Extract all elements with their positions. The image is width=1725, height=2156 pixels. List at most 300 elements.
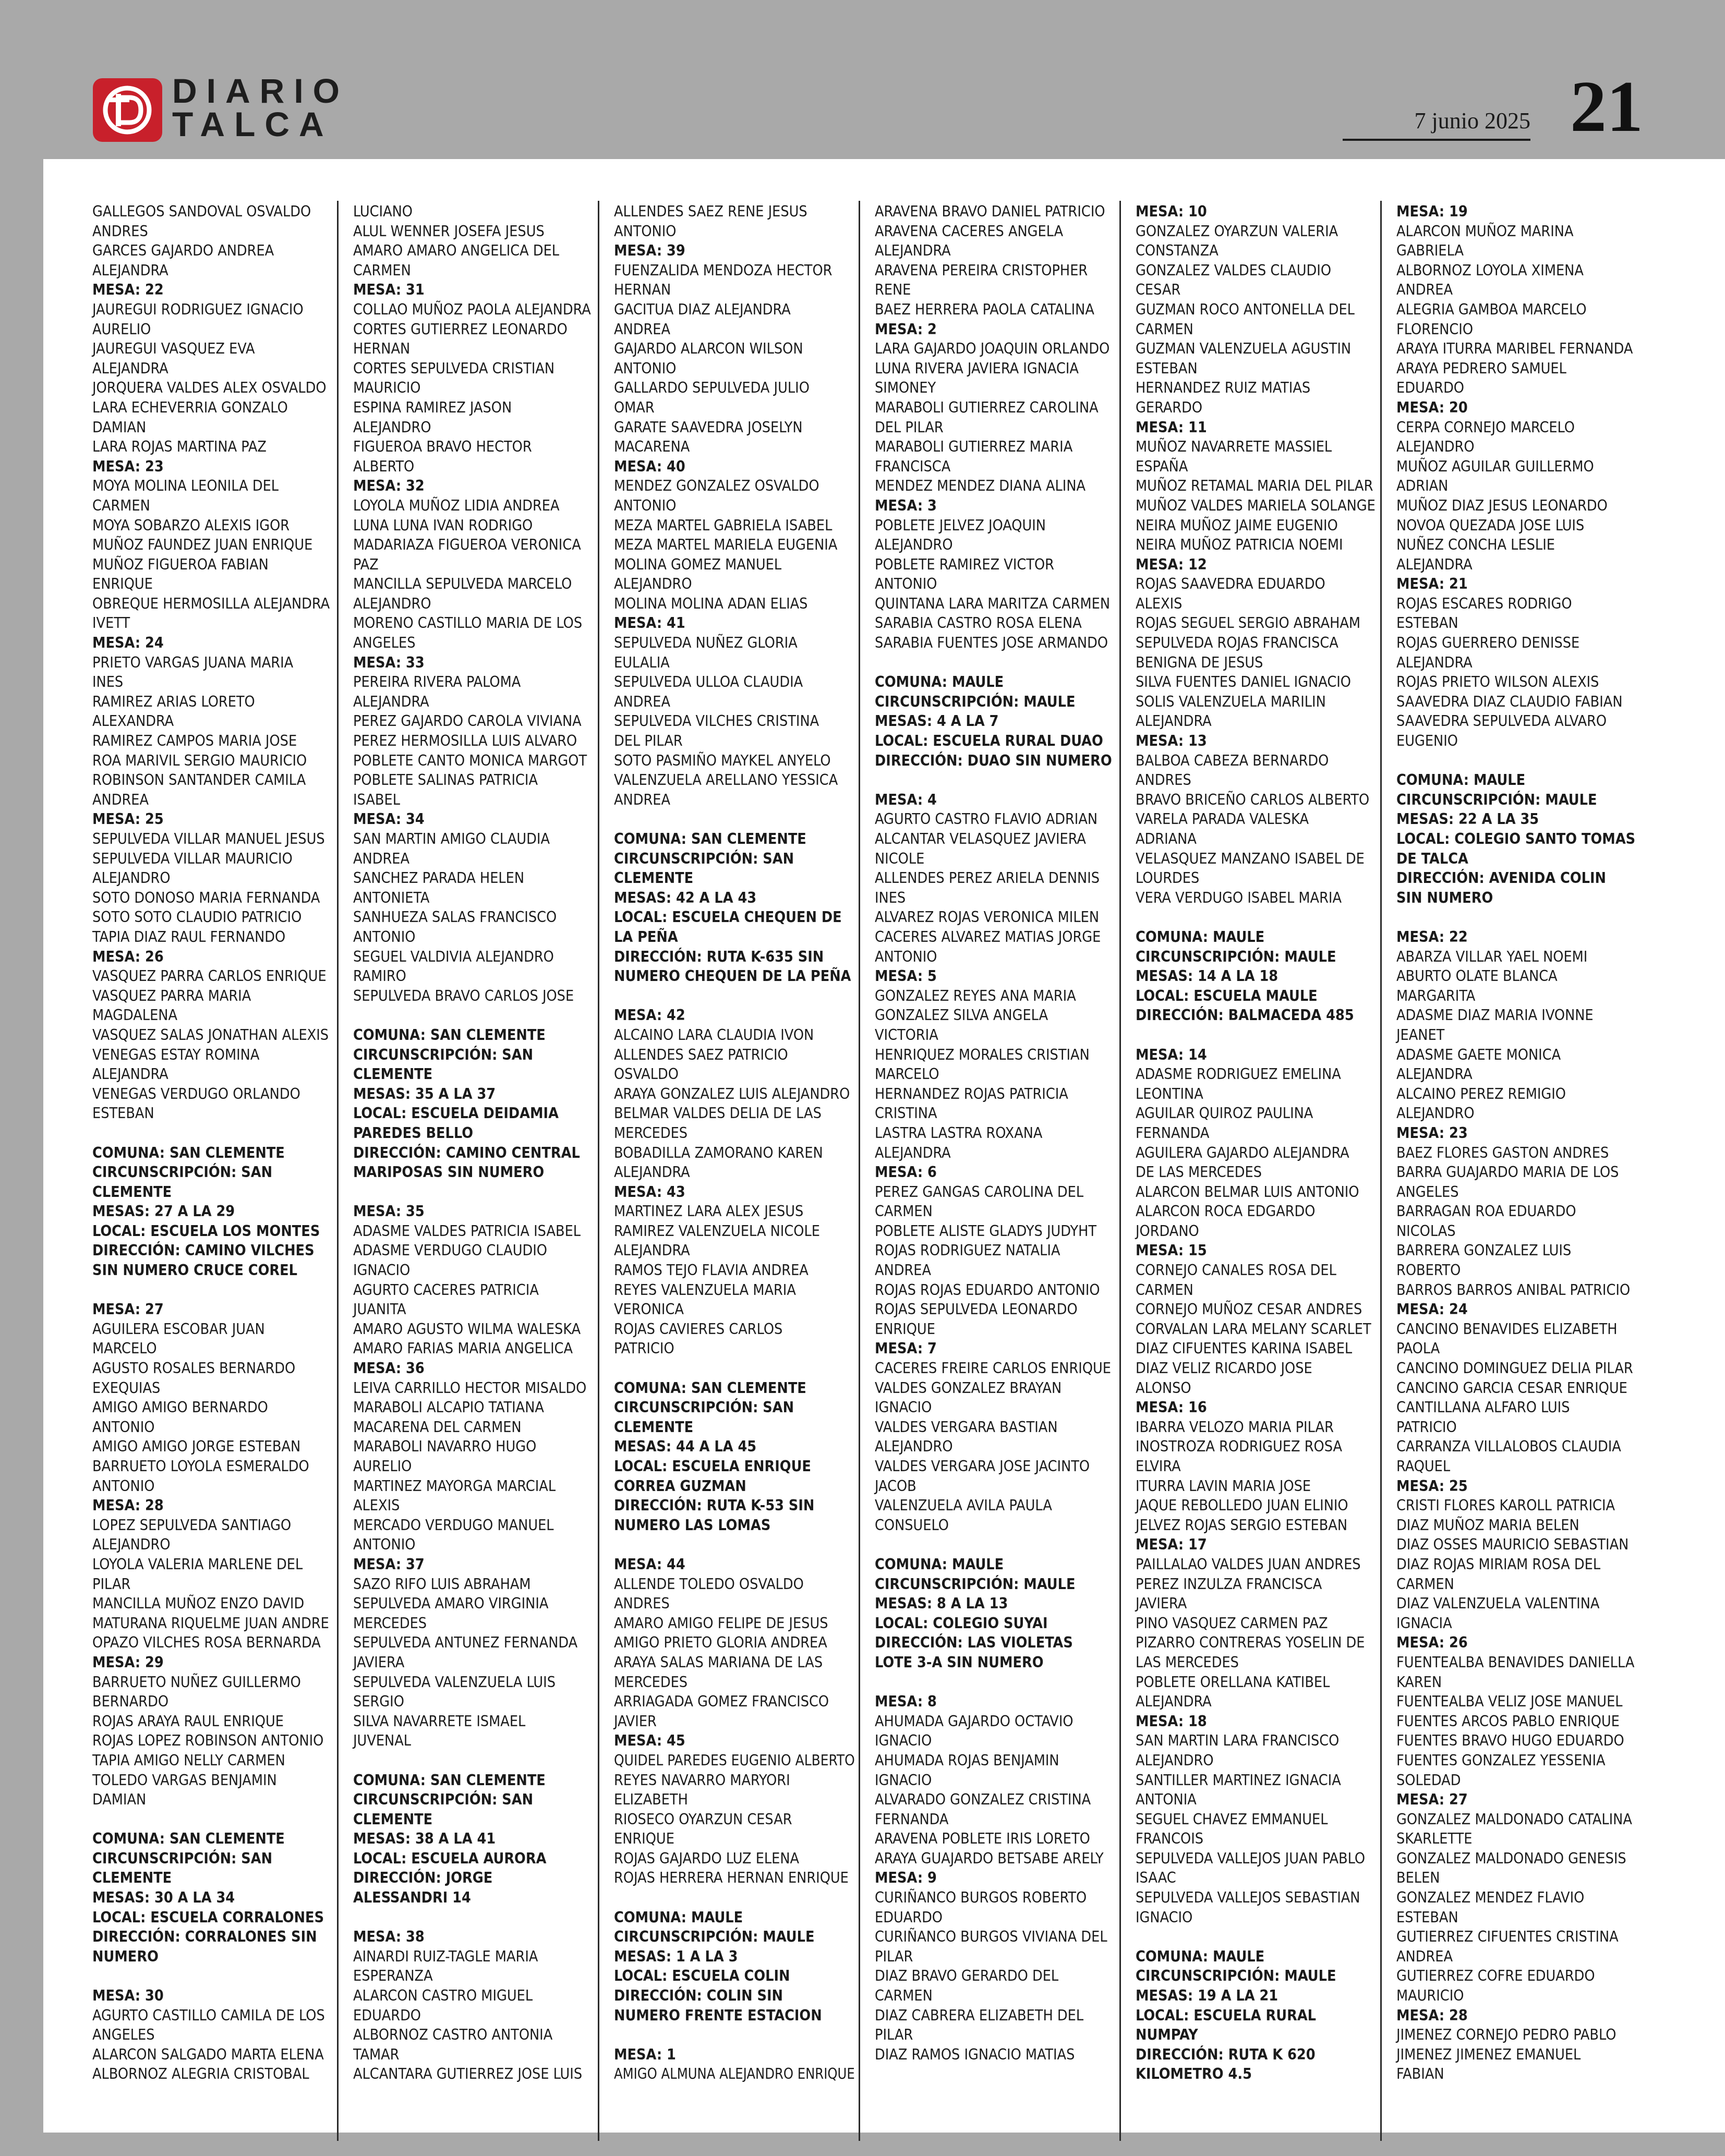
voter-name-line: INOSTROZA RODRIGUEZ ROSA: [1136, 1438, 1343, 1456]
voter-name-line: PINO VASQUEZ CARMEN PAZ: [1136, 1614, 1328, 1632]
polling-place-header-line: LOTE 3-A SIN NUMERO: [875, 1653, 1044, 1671]
voter-name-line: CURIÑANCO BURGOS VIVIANA DEL: [875, 1928, 1107, 1946]
voter-name-line: TAPIA AMIGO NELLY CARMEN: [92, 1751, 285, 1769]
voter-name-line: ALEXIS: [1136, 595, 1183, 612]
voter-name-line: DIAZ CIFUENTES KARINA ISABEL: [1136, 1340, 1353, 1358]
voter-name-line: LARA ECHEVERRIA GONZALO: [92, 398, 288, 416]
voter-name-line: FRANCISCA: [875, 457, 951, 475]
polling-place-header-line: MESAS: 44 A LA 45: [614, 1438, 757, 1456]
voter-name-line: ISABEL: [353, 791, 400, 808]
voter-name-line: VENEGAS VERDUGO ORLANDO: [92, 1085, 300, 1103]
voter-name-line: ESTEBAN: [1136, 359, 1198, 377]
voter-name-line: ALEJANDRA: [92, 1065, 168, 1083]
diario-talca-logo-icon: [93, 78, 162, 142]
voter-name-line: LASTRA LASTRA ROXANA: [875, 1124, 1043, 1142]
voter-name-line: EDUARDO: [875, 1908, 943, 1926]
polling-place-header-line: CLEMENTE: [353, 1065, 433, 1083]
voter-name-line: SILVA FUENTES DANIEL IGNACIO: [1136, 673, 1351, 691]
voter-name-line: GUZMAN ROCO ANTONELLA DEL: [1136, 300, 1355, 318]
polling-place-header-line: CIRCUNSCRIPCIÓN: MAULE: [875, 1575, 1076, 1593]
voter-name-line: MUÑOZ NAVARRETE MASSIEL: [1136, 438, 1332, 456]
section-spacer: [614, 1535, 851, 1555]
voter-name-line: ALUL WENNER JOSEFA JESUS: [353, 222, 545, 240]
polling-place-header-line: COMUNA: MAULE: [614, 1908, 743, 1926]
voter-name-line: ALEJANDRA: [1396, 653, 1473, 671]
voter-name-line: ALEJANDRO: [875, 1438, 953, 1456]
voter-name-line: ANTONIO: [353, 1536, 416, 1554]
voter-name-line: BOBADILLA ZAMORANO KAREN: [614, 1144, 823, 1161]
voter-name-line: ARAYA GONZALEZ LUIS ALEJANDRO: [614, 1085, 850, 1103]
voter-name-line: ROA MARIVIL SERGIO MAURICIO: [92, 752, 307, 769]
polling-place-header-line: SIN NUMERO: [1396, 889, 1493, 906]
voter-name-line: PEREZ INZULZA FRANCISCA: [1136, 1575, 1322, 1593]
voter-name-line: ROJAS SEPULVEDA LEONARDO: [875, 1301, 1078, 1318]
mesa-heading: MESA: 17: [1136, 1536, 1207, 1554]
voter-name-line: ALLENDES PEREZ ARIELA DENNIS: [875, 869, 1100, 887]
mesa-heading: MESA: 25: [1396, 1477, 1468, 1495]
mesa-heading: MESA: 12: [1136, 555, 1207, 573]
voter-name-line: ALBORNOZ LOYOLA XIMENA: [1396, 261, 1584, 279]
voter-name-line: AGURTO CASTRO FLAVIO ADRIAN: [875, 810, 1098, 828]
voter-name-line: ALLENDES SAEZ RENE JESUS: [614, 203, 807, 220]
voter-name-line: MUÑOZ FAUNDEZ JUAN ENRIQUE: [92, 536, 313, 554]
mesa-heading: MESA: 44: [614, 1555, 685, 1573]
voter-name-line: LARA ROJAS MARTINA PAZ: [92, 438, 267, 456]
voter-name-line: ANTONIO: [614, 496, 677, 514]
voter-name-line: MERCADO VERDUGO MANUEL: [353, 1516, 554, 1534]
voter-name-line: SAN MARTIN AMIGO CLAUDIA: [353, 830, 550, 847]
voter-name-line: SEPULVEDA VILLAR MAURICIO: [92, 850, 293, 867]
voter-name-line: SOTO DONOSO MARIA FERNANDA: [92, 889, 320, 906]
polling-place-header-line: MARIPOSAS SIN NUMERO: [353, 1164, 545, 1181]
voter-name-line: SAZO RIFO LUIS ABRAHAM: [353, 1575, 531, 1593]
voter-name-line: ALLENDES SAEZ PATRICIO: [614, 1046, 788, 1063]
voter-name-line: CARMEN: [1136, 1281, 1193, 1299]
voter-name-line: ARAYA GUAJARDO BETSABE ARELY: [875, 1849, 1104, 1867]
voter-name-line: VARELA PARADA VALESKA: [1136, 810, 1309, 828]
voter-name-line: MAURICIO: [1396, 1987, 1464, 2005]
mesa-heading: MESA: 33: [353, 653, 425, 671]
issue-date: 7 junio 2025: [1414, 108, 1530, 134]
voter-name-line: VERONICA: [614, 1301, 684, 1318]
voter-name-line: GABRIELA: [1396, 242, 1464, 260]
voter-name-line: ELIZABETH: [614, 1791, 688, 1809]
polling-place-header-line: COMUNA: MAULE: [1136, 928, 1265, 946]
voter-name-line: SEGUEL CHAVEZ EMMANUEL: [1136, 1810, 1328, 1828]
voter-name-line: DIAZ RAMOS IGNACIO MATIAS: [875, 2045, 1075, 2063]
voter-name-line: ROJAS SAAVEDRA EDUARDO: [1136, 575, 1325, 593]
polling-place-header-line: LOCAL: ESCUELA RURAL DUAO: [875, 732, 1103, 750]
voter-name-line: ALVARADO GONZALEZ CRISTINA: [875, 1791, 1091, 1809]
mesa-heading: MESA: 3: [875, 496, 937, 514]
voter-name-line: VASQUEZ PARRA MARIA: [92, 987, 251, 1004]
voter-name-line: EDUARDO: [353, 2006, 421, 2024]
polling-place-header-line: COMUNA: SAN CLEMENTE: [92, 1144, 285, 1161]
voter-name-line: FLORENCIO: [1396, 320, 1474, 338]
polling-place-header-line: COMUNA: MAULE: [1396, 771, 1526, 789]
section-spacer: [875, 653, 1112, 673]
polling-place-header-line: SIN NUMERO CRUCE COREL: [92, 1262, 298, 1279]
polling-place-header-line: CIRCUNSCRIPCIÓN: MAULE: [1396, 791, 1597, 808]
voter-name-line: QUIDEL PAREDES EUGENIO ALBERTO: [614, 1751, 855, 1769]
mesa-heading: MESA: 37: [353, 1555, 425, 1573]
voter-name-line: ADRIAN: [1396, 477, 1449, 495]
voter-name-line: GALLEGOS SANDOVAL OSVALDO: [92, 203, 311, 220]
voter-name-line: SEPULVEDA VALLEJOS SEBASTIAN: [1136, 1889, 1360, 1907]
mesa-heading: MESA: 40: [614, 457, 685, 475]
polling-place-header-line: CLEMENTE: [614, 869, 694, 887]
polling-place-header-line: DIRECCIÓN: CAMINO CENTRAL: [353, 1144, 580, 1161]
voter-name-line: OBREQUE HERMOSILLA ALEJANDRA: [92, 595, 330, 612]
voter-name-line: GONZALEZ REYES ANA MARIA: [875, 987, 1076, 1004]
polling-place-header-line: CIRCUNSCRIPCIÓN: MAULE: [614, 1928, 815, 1946]
voter-name-line: FUENTES ARCOS PABLO ENRIQUE: [1396, 1712, 1620, 1730]
voter-name-line: ANTONIO: [614, 222, 677, 240]
polling-place-header-line: CLEMENTE: [353, 1810, 433, 1828]
polling-place-header-line: ALESSANDRI 14: [353, 1889, 471, 1907]
voter-name-line: FERNANDA: [1136, 1124, 1210, 1142]
voter-name-line: CANCINO BENAVIDES ELIZABETH: [1396, 1320, 1618, 1338]
mesa-heading: MESA: 6: [875, 1164, 937, 1181]
voter-name-line: JEANET: [1396, 1026, 1445, 1044]
voter-name-line: ARAYA PEDRERO SAMUEL: [1396, 359, 1566, 377]
voter-name-line: AMIGO AMIGO JORGE ESTEBAN: [92, 1438, 301, 1456]
mesa-heading: MESA: 7: [875, 1340, 937, 1358]
date-underline: [1343, 139, 1530, 141]
voter-name-line: LOYOLA VALERIA MARLENE DEL: [92, 1555, 303, 1573]
voter-name-line: VALDES GONZALEZ BRAYAN: [875, 1379, 1062, 1397]
voter-name-line: CORNEJO CANALES ROSA DEL: [1136, 1262, 1336, 1279]
voter-name-line: ANTONIO: [92, 1477, 155, 1495]
voter-name-line: MOLINA MOLINA ADAN ELIAS: [614, 595, 808, 612]
voter-name-line: AMARO AMIGO FELIPE DE JESUS: [614, 1614, 828, 1632]
mesa-heading: MESA: 27: [1396, 1791, 1468, 1809]
section-spacer: [875, 1673, 1112, 1692]
section-spacer: [875, 770, 1112, 790]
section-spacer: [614, 2025, 851, 2045]
voter-name-line: LOYOLA MUÑOZ LIDIA ANDREA: [353, 496, 560, 514]
voter-name-line: GERARDO: [1136, 398, 1202, 416]
voter-name-line: CARMEN: [1136, 320, 1193, 338]
voter-name-line: ANDRES: [1136, 771, 1191, 789]
polling-place-header-line: CIRCUNSCRIPCIÓN: SAN: [614, 850, 794, 867]
voter-name-line: IGNACIO: [875, 1732, 932, 1750]
polling-place-header-line: MESAS: 42 A LA 43: [614, 889, 757, 906]
voter-name-line: BARRAGAN ROA EDUARDO: [1396, 1203, 1576, 1220]
voter-name-line: COLLAO MUÑOZ PAOLA ALEJANDRA: [353, 300, 591, 318]
voter-name-line: PILAR: [875, 1947, 913, 1965]
mesa-heading: MESA: 14: [1136, 1046, 1207, 1063]
mesa-heading: MESA: 15: [1136, 1242, 1207, 1259]
voter-name-line: AMARO AMARO ANGELICA DEL: [353, 242, 560, 260]
polling-place-header-line: LOCAL: ESCUELA CORRALONES: [92, 1908, 324, 1926]
voter-name-line: REYES VALENZUELA MARIA: [614, 1281, 796, 1299]
voter-name-line: CACERES ALVAREZ MATIAS JORGE: [875, 928, 1101, 946]
voter-name-line: MARABOLI GUTIERREZ CAROLINA: [875, 398, 1099, 416]
polling-place-header-line: CLEMENTE: [92, 1183, 172, 1201]
voter-name-line: TAPIA DIAZ RAUL FERNANDO: [92, 928, 286, 946]
voter-name-line: SOTO PASMIÑO MAYKEL ANYELO: [614, 752, 831, 769]
voter-name-line: CARMEN: [353, 261, 411, 279]
voter-name-line: SILVA NAVARRETE ISMAEL: [353, 1712, 526, 1730]
voter-name-line: RIOSECO OYARZUN CESAR: [614, 1810, 792, 1828]
voter-name-line: ESPINA RAMIREZ JASON: [353, 398, 512, 416]
voter-name-line: SEPULVEDA ANTUNEZ FERNANDA: [353, 1634, 578, 1652]
mesa-heading: MESA: 23: [1396, 1124, 1468, 1142]
voter-name-line: LAS MERCEDES: [1136, 1653, 1239, 1671]
mesa-heading: MESA: 8: [875, 1693, 937, 1711]
voter-name-line: VALENZUELA AVILA PAULA: [875, 1497, 1052, 1515]
voter-name-line: MEZA MARTEL GABRIELA ISABEL: [614, 516, 833, 534]
polling-place-header-line: DIRECCIÓN: LAS VIOLETAS: [875, 1634, 1073, 1652]
voter-name-line: PRIETO VARGAS JUANA MARIA: [92, 653, 294, 671]
voter-name-line: SANCHEZ PARADA HELEN: [353, 869, 525, 887]
voter-name-line: MATURANA RIQUELME JUAN ANDRE: [92, 1614, 329, 1632]
voter-name-line: ALEJANDRO: [353, 418, 431, 436]
voter-name-line: MACARENA DEL CARMEN: [353, 1418, 522, 1436]
column-1: [92, 202, 330, 2084]
voter-name-line: CORTES SEPULVEDA CRISTIAN: [353, 359, 555, 377]
voter-name-line: AHUMADA GAJARDO OCTAVIO: [875, 1712, 1073, 1730]
voter-name-line: BARRUETO NUÑEZ GUILLERMO: [92, 1673, 301, 1691]
section-spacer: [353, 1908, 590, 1928]
mesa-heading: MESA: 29: [92, 1653, 164, 1671]
polling-place-header-line: COMUNA: SAN CLEMENTE: [353, 1771, 546, 1789]
polling-place-header-line: MESAS: 19 A LA 21: [1136, 1987, 1278, 2005]
voter-name-line: LEIVA CARRILLO HECTOR MISALDO: [353, 1379, 587, 1397]
polling-place-header-line: CIRCUNSCRIPCIÓN: SAN: [614, 1399, 794, 1416]
mesa-heading: MESA: 36: [353, 1360, 425, 1377]
voter-name-line: ALEJANDRA: [1396, 555, 1473, 573]
voter-name-line: CARMEN: [1396, 1575, 1454, 1593]
voter-name-line: AGUSTO ROSALES BERNARDO: [92, 1360, 296, 1377]
voter-name-line: MUÑOZ FIGUEROA FABIAN: [92, 555, 269, 573]
polling-place-header-line: COMUNA: MAULE: [875, 1555, 1004, 1573]
voter-name-line: PEREIRA RIVERA PALOMA: [353, 673, 521, 691]
voter-name-line: MOYA MOLINA LEONILA DEL: [92, 477, 279, 495]
voter-name-line: ARAVENA CACERES ANGELA: [875, 222, 1064, 240]
voter-name-line: VASQUEZ PARRA CARLOS ENRIQUE: [92, 967, 327, 985]
voter-name-line: JUANITA: [353, 1301, 406, 1318]
mesa-heading: MESA: 19: [1396, 203, 1468, 220]
voter-name-line: MANCILLA SEPULVEDA MARCELO: [353, 575, 572, 593]
voter-name-line: ARAVENA POBLETE IRIS LORETO: [875, 1830, 1090, 1848]
voter-name-line: ROJAS PRIETO WILSON ALEXIS: [1396, 673, 1599, 691]
voter-name-line: SAAVEDRA SEPULVEDA ALVARO: [1396, 712, 1607, 730]
voter-name-line: ALEXANDRA: [92, 712, 174, 730]
voter-name-line: REYES NAVARRO MARYORI: [614, 1771, 790, 1789]
voter-name-line: SANTILLER MARTINEZ IGNACIA: [1136, 1771, 1341, 1789]
voter-name-line: DIAZ VALENZUELA VALENTINA: [1396, 1595, 1600, 1613]
voter-name-line: ANDREA: [92, 791, 149, 808]
voter-name-line: MANCILLA MUÑOZ ENZO DAVID: [92, 1595, 305, 1613]
voter-name-line: PEREZ HERMOSILLA LUIS ALVARO: [353, 732, 577, 750]
voter-name-line: GUZMAN VALENZUELA AGUSTIN: [1136, 340, 1352, 358]
polling-place-header-line: NUMPAY: [1136, 2026, 1198, 2044]
masthead: [0, 0, 1725, 159]
column-divider: [598, 201, 599, 2141]
mesa-heading: MESA: 13: [1136, 732, 1207, 750]
voter-name-line: ALARCON SALGADO MARTA ELENA: [92, 2045, 324, 2063]
voter-name-line: BRAVO BRICEÑO CARLOS ALBERTO: [1136, 791, 1370, 808]
voter-name-line: RAQUEL: [1396, 1458, 1451, 1475]
polling-place-header-line: COMUNA: SAN CLEMENTE: [353, 1026, 546, 1044]
voter-name-line: ALBERTO: [353, 457, 415, 475]
section-spacer: [1136, 907, 1373, 927]
polling-place-header-line: NUMERO CHEQUEN DE LA PEÑA: [614, 967, 851, 985]
voter-name-line: ALEJANDRO: [875, 536, 953, 554]
voter-name-line: ROJAS CAVIERES CARLOS: [614, 1320, 783, 1338]
polling-place-header-line: MESAS: 1 A LA 3: [614, 1947, 738, 1965]
voter-name-line: BAEZ FLORES GASTON ANDRES: [1396, 1144, 1609, 1161]
voter-name-line: ALVAREZ ROJAS VERONICA MILEN: [875, 909, 1100, 926]
voter-name-line: FERNANDA: [875, 1810, 949, 1828]
voter-name-line: MOLINA GOMEZ MANUEL: [614, 555, 782, 573]
voter-name-line: MARCELO: [92, 1340, 157, 1358]
voter-name-line: JACOB: [875, 1477, 916, 1495]
polling-place-header-line: DIRECCIÓN: DUAO SIN NUMERO: [875, 752, 1112, 769]
mesa-heading: MESA: 23: [92, 457, 164, 475]
voter-name-line: ARRIAGADA GOMEZ FRANCISCO: [614, 1693, 829, 1711]
polling-place-header-line: DIRECCIÓN: RUTA K-635 SIN: [614, 948, 824, 965]
voter-name-line: PEREZ GANGAS CAROLINA DEL: [875, 1183, 1084, 1201]
polling-place-header-line: MESAS: 8 A LA 13: [875, 1595, 1008, 1613]
voter-name-line: AMARO AGUSTO WILMA WALESKA: [353, 1320, 581, 1338]
voter-name-line: RENE: [875, 281, 911, 299]
polling-place-header-line: LOCAL: ESCUELA AURORA: [353, 1849, 547, 1867]
voter-name-line: GONZALEZ SILVA ANGELA: [875, 1007, 1048, 1024]
mesa-heading: MESA: 22: [1396, 928, 1468, 946]
polling-place-header-line: COMUNA: SAN CLEMENTE: [614, 830, 806, 847]
voter-name-line: NUÑEZ CONCHA LESLIE: [1396, 536, 1555, 554]
mesa-heading: MESA: 32: [353, 477, 425, 495]
polling-place-header-line: CIRCUNSCRIPCIÓN: MAULE: [1136, 948, 1336, 965]
voter-name-line: NICOLE: [875, 850, 925, 867]
voter-name-line: LOURDES: [1136, 869, 1200, 887]
voter-name-line: GONZALEZ OYARZUN VALERIA: [1136, 222, 1338, 240]
voter-name-line: FUENTES BRAVO HUGO EDUARDO: [1396, 1732, 1624, 1750]
voter-name-line: ANDREA: [875, 1262, 932, 1279]
mesa-heading: MESA: 2: [875, 320, 937, 338]
voter-name-line: MEZA MARTEL MARIELA EUGENIA: [614, 536, 838, 554]
mesa-heading: MESA: 20: [1396, 398, 1468, 416]
voter-name-line: ALBORNOZ CASTRO ANTONIA: [353, 2026, 553, 2044]
voter-name-line: GUTIERREZ COFRE EDUARDO: [1396, 1967, 1595, 1985]
voter-name-line: AGUILERA ESCOBAR JUAN: [92, 1320, 265, 1338]
polling-place-header-line: MESAS: 27 A LA 29: [92, 1203, 235, 1220]
voter-name-line: ALEJANDRO: [353, 595, 431, 612]
voter-name-line: CARMEN: [875, 1987, 933, 2005]
voter-name-line: CRISTINA: [875, 1105, 937, 1122]
polling-place-header-line: LOCAL: COLEGIO SUYAI: [875, 1614, 1048, 1632]
voter-name-line: ANDREA: [1396, 281, 1453, 299]
voter-name-line: ROJAS HERRERA HERNAN ENRIQUE: [614, 1869, 849, 1887]
polling-place-header-line: LOCAL: ESCUELA LOS MONTES: [92, 1222, 320, 1240]
voter-name-line: MARGARITA: [1396, 987, 1476, 1004]
voter-name-line: TAMAR: [353, 2045, 400, 2063]
mesa-heading: MESA: 4: [875, 791, 937, 808]
voter-name-line: MACARENA: [614, 438, 690, 456]
polling-place-header-line: DIRECCIÓN: COLIN SIN: [614, 1987, 783, 2005]
voter-name-line: IGNACIO: [353, 1262, 411, 1279]
voter-name-line: OSVALDO: [614, 1065, 679, 1083]
voter-name-line: DEL PILAR: [614, 732, 683, 750]
voter-name-line: SAN MARTIN LARA FRANCISCO: [1136, 1732, 1340, 1750]
voter-name-line: MADARIAZA FIGUEROA VERONICA: [353, 536, 581, 554]
polling-place-header-line: MESAS: 4 A LA 7: [875, 712, 999, 730]
mesa-heading: MESA: 18: [1136, 1712, 1207, 1730]
brand-name: [172, 71, 349, 143]
voter-name-line: ALEJANDRO: [614, 575, 692, 593]
mesa-heading: MESA: 38: [353, 1928, 425, 1946]
voter-name-line: SEPULVEDA VILLAR MANUEL JESUS: [92, 830, 325, 847]
voter-name-line: VALENZUELA ARELLANO YESSICA: [614, 771, 838, 789]
voter-name-line: AMIGO ALMUNA ALEJANDRO ENRIQUE: [614, 2065, 855, 2083]
voter-name-line: ANTONIO: [353, 928, 416, 946]
voter-name-line: ROJAS LOPEZ ROBINSON ANTONIO: [92, 1732, 324, 1750]
voter-name-line: ALEJANDRO: [92, 1536, 171, 1554]
voter-name-line: BARRA GUAJARDO MARIA DE LOS: [1396, 1164, 1619, 1181]
column-3: [614, 202, 855, 2084]
column-5: [1136, 202, 1376, 2084]
voter-name-line: HENRIQUEZ MORALES CRISTIAN: [875, 1046, 1090, 1063]
voter-name-line: MARABOLI GUTIERREZ MARIA: [875, 438, 1073, 456]
voter-name-line: PATRICIO: [1396, 1418, 1457, 1436]
voter-name-line: ALARCON MUÑOZ MARINA: [1396, 222, 1574, 240]
mesa-heading: MESA: 35: [353, 1203, 425, 1220]
voter-name-line: HERNAN: [353, 340, 411, 358]
voter-name-line: ALEJANDRA: [875, 242, 951, 260]
voter-name-line: ELVIRA: [1136, 1458, 1181, 1475]
voter-name-line: MARCELO: [875, 1065, 939, 1083]
voter-name-line: AGURTO CACERES PATRICIA: [353, 1281, 539, 1299]
polling-place-header-line: CIRCUNSCRIPCIÓN: SAN: [92, 1849, 273, 1867]
voter-name-line: POBLETE RAMIREZ VICTOR: [875, 555, 1054, 573]
polling-place-header-line: COMUNA: SAN CLEMENTE: [92, 1830, 285, 1848]
voter-name-line: NOVOA QUEZADA JOSE LUIS: [1396, 516, 1585, 534]
voter-name-line: JAVIER: [614, 1712, 657, 1730]
voter-name-line: ROJAS RODRIGUEZ NATALIA: [875, 1242, 1060, 1259]
voter-name-line: GAJARDO ALARCON WILSON: [614, 340, 803, 358]
voter-name-line: ALEJANDRA: [92, 261, 168, 279]
voter-name-line: ALEJANDRA: [875, 1144, 951, 1161]
polling-place-header-line: NUMERO: [92, 1947, 159, 1965]
voter-name-line: POBLETE ORELLANA KATIBEL: [1136, 1673, 1330, 1691]
voter-name-line: DAMIAN: [92, 418, 147, 436]
section-spacer: [1396, 751, 1634, 771]
polling-place-header-line: DIRECCIÓN: AVENIDA COLIN: [1396, 869, 1606, 887]
polling-place-header-line: PAREDES BELLO: [353, 1124, 473, 1142]
voter-name-line: LUCIANO: [353, 203, 413, 220]
voter-name-line: ALEJANDRO: [1136, 1751, 1214, 1769]
polling-place-header-line: LA PEÑA: [614, 928, 678, 946]
voter-name-line: GONZALEZ VALDES CLAUDIO: [1136, 261, 1332, 279]
voter-name-line: MAURICIO: [353, 379, 421, 397]
mesa-heading: MESA: 22: [92, 281, 164, 299]
voter-name-line: ALARCON CASTRO MIGUEL: [353, 1987, 533, 2005]
voter-name-line: ROJAS GUERRERO DENISSE: [1396, 634, 1580, 652]
voter-name-line: ANTONIA: [1136, 1791, 1197, 1809]
mesa-heading: MESA: 11: [1136, 418, 1207, 436]
voter-name-line: GALLARDO SEPULVEDA JULIO: [614, 379, 810, 397]
voter-name-line: HERNANDEZ RUIZ MATIAS: [1136, 379, 1311, 397]
voter-name-line: DIAZ ROJAS MIRIAM ROSA DEL: [1396, 1555, 1601, 1573]
voter-name-line: FUENTEALBA BENAVIDES DANIELLA: [1396, 1653, 1635, 1671]
column-divider: [1119, 201, 1121, 2141]
voter-name-line: ALEGRIA GAMBOA MARCELO: [1396, 300, 1587, 318]
voter-name-line: ESTEBAN: [1396, 1908, 1458, 1926]
voter-name-line: QUINTANA LARA MARITZA CARMEN: [875, 595, 1110, 612]
